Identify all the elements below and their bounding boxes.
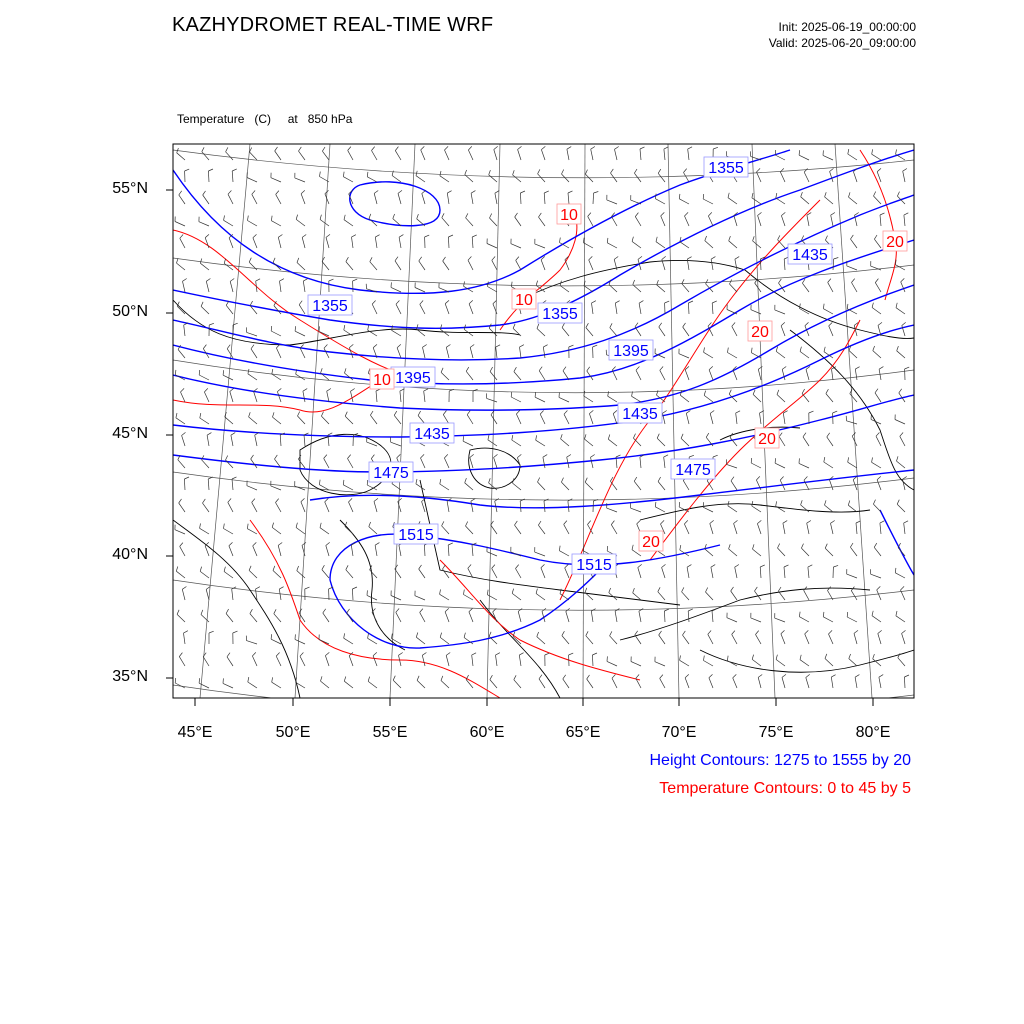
temperature-label: 20 [886,234,904,251]
wind-barb-flag [679,502,680,507]
wind-barb-flag [703,502,704,507]
height-label: 1435 [414,426,450,443]
height-label: 1435 [622,406,658,423]
lon-label: 80°E [855,724,891,741]
height-label: 1515 [398,527,434,544]
height-label: 1355 [542,306,578,323]
temperature-label: 10 [515,292,533,309]
wind-barb-flag [607,546,608,551]
lon-label: 50°E [275,724,311,741]
lon-label: 75°E [758,724,794,741]
height-contour-legend: Height Contours: 1275 to 1555 by 20 [649,752,911,769]
height-label: 1355 [312,298,348,315]
lon-label: 70°E [661,724,697,741]
wind-barb-flag [775,458,776,463]
height-label: 1475 [675,462,711,479]
wind-barb-flag [223,370,224,375]
lat-label: 35°N [112,668,148,685]
wind-barb-flag [799,150,800,155]
lon-label: 60°E [469,724,505,741]
wind-barb-flag [295,326,296,331]
temperature-label: 20 [642,534,660,551]
height-label: 1515 [576,557,612,574]
lon-label: 45°E [177,724,213,741]
field-temperature: Temperature (C) at 850 hPa [177,112,353,126]
lon-label: 65°E [565,724,601,741]
temperature-contour-legend: Temperature Contours: 0 to 45 by 5 [659,780,911,797]
wind-barb-flag [367,480,368,485]
wind-barb-flag [199,370,200,375]
wind-barb-flag [271,326,272,331]
init-time: Init: 2025-06-19_00:00:00 [778,20,916,34]
wind-barb-flag [175,678,176,683]
height-label: 1435 [792,247,828,264]
wind-barb-flag [751,458,752,463]
wind-barb-flag [535,392,536,397]
height-label: 1395 [395,370,431,387]
wind-barb-flag [703,194,704,199]
lat-label: 50°N [112,303,148,320]
lat-label: 55°N [112,180,148,197]
wind-barb-flag [199,678,200,683]
wind-barb-flag [271,634,272,639]
temperature-label: 10 [373,372,391,389]
lon-label: 55°E [372,724,408,741]
temperature-label: 10 [560,207,578,224]
lat-label: 45°N [112,425,148,442]
height-label: 1475 [373,465,409,482]
wind-barb-flag [775,150,776,155]
height-label: 1395 [613,343,649,360]
height-label: 1355 [708,160,744,177]
wind-barb-flag [847,612,848,617]
plot-title: KAZHYDROMET REAL-TIME WRF [172,14,494,36]
temperature-label: 20 [758,431,776,448]
valid-time: Valid: 2025-06-20_09:00:00 [768,36,916,50]
temperature-label: 20 [751,324,769,341]
wind-barb-flag [463,436,464,441]
wind-barb-flag [511,392,512,397]
lat-label: 40°N [112,546,148,563]
